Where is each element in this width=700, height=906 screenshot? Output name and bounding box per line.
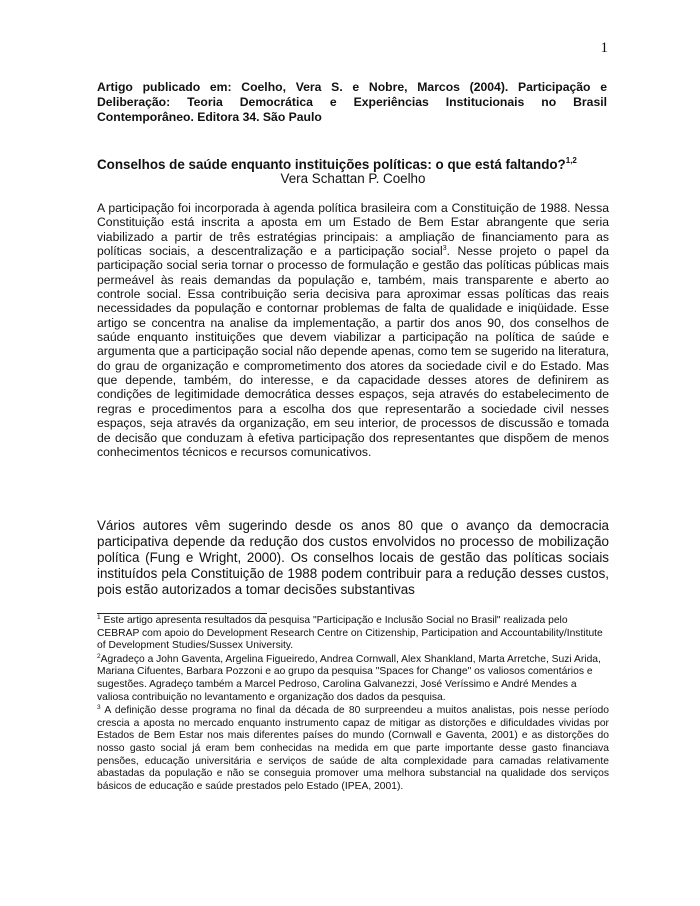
footnote-3: [97, 705, 609, 793]
abstract-text-part2: . Nesse projeto o papel da participação social seria tornar o processo de formulação e gestão das políticas públicas mais permeável às reais demandas da população e, também, mais transparente e aberto ao controle social. Essa contribuição seria decisiva para aproximar essas políticas das reais necessidades da população e contornar problemas de falta de qualidade e iniqüidade. Esse artigo se concentra na analise da implementação, a partir dos anos 90, dos conselhos de saúde enquanto instituições que devem viabilizar a participação na política de saúde e argumenta que a participação social não depende apenas, como tem se sugerido na literatura, do grau de organização e comprometimento dos atores da sociedade civil e do Estado. Mas que depende, também, do interesse, e da capacidade desses atores de definirem as condições de legitimidade democrática desses espaços, seja através do estabelecimento de regras e procedimentos para a escolha dos que representarão a sociedade civil nesses espaços, seja através da organização, em seu interior, de processos de discussão e tomada de decisão que conduzam à efetiva participação dos representantes que dispõem de menos conhecimentos técnicos e recursos comunicativos.: [97, 244, 609, 459]
title-footnote-marks: 1,2: [565, 156, 577, 165]
abstract-text-part1: A participação foi incorporada à agenda política brasileira com a Constituição de 1988. Nessa Constituição está inscrita a aposta em um Estado de Bem Estar abrangente que seria viabilizado a partir de três estratégias principais: a ampliação de financiamento para as políticas sociais, a descentralização e a participação social: [97, 201, 609, 259]
footnote-1: [97, 615, 609, 653]
publication-note: Artigo publicado em: Coelho, Vera S. e Nobre, Marcos (2004). Participação e Deliberação: Teoria Democrática e Experiências Institucionais no Brasil Contemporâneo. Editora 34. São Paulo: [97, 80, 607, 124]
abstract: [97, 201, 609, 459]
footnotes: [97, 615, 609, 794]
footnote-mark: 3: [97, 704, 101, 712]
footnote-mark: 2: [97, 652, 101, 660]
page-number: 1: [600, 40, 608, 56]
footnote-text: A definição desse programa no final da década de 80 surpreendeu a muitos analistas, pois nesse período crescia a aposta no mercado enquanto instrumento capaz de mitigar as distorções e dificuldades vividas por Estados de Bem Estar nos mais diferentes países do mundo (Cornwall e Gaventa, 2001) e as distorções do nosso gasto social já eram bem conhecidas na medida em que parte importante desse gasto financiava pensões, educação universitária e serviços de saúde de alta complexidade para camadas relativamente abastadas da população e não se conseguia promover uma melhora substancial na qualidade dos serviços básicos de educação e saúde prestados pelo Estado (IPEA, 2001).: [97, 705, 609, 792]
footnote-ref-3: 3: [442, 245, 447, 253]
footnote-text: Este artigo apresenta resultados da pesquisa "Participação e Inclusão Social no Brasil" realizada pelo CEBRAP com apoio do Development Research Centre on Citizenship, Participation and Accountability/Institute of Development Studies/Sussex University.: [97, 615, 603, 652]
author-name: Vera Schattan P. Coelho: [280, 171, 426, 186]
footnote-separator: [97, 613, 267, 614]
footnote-mark: 1: [97, 614, 101, 621]
footnote-2: [97, 654, 609, 704]
footnote-text: Agradeço a John Gaventa, Argelina Figueiredo, Andrea Cornwall, Alex Shankland, Marta Arretche, Suzi Arida, Mariana Cifuentes, Barbara Pozzoni e ao grupo da pesquisa "Spaces for Change" os valiosos comentários e sugestões. Agradeço também a Marcel Pedroso, Carolina Galvanezzi, José Veríssimo e André Mendes a valiosa contribuição no levantamento e organização dos dados da pesquisa.: [97, 653, 601, 703]
body-paragraph: Vários autores vêm sugerindo desde os anos 80 que o avanço da democracia participativa depende da redução dos custos envolvidos no processo de mobilização política (Fung e Wright, 2000). Os conselhos locais de gestão das políticas sociais instituídos pela Constituição de 1988 podem contribuir para a redução desses custos, pois estão autorizados a tomar decisões substantivas: [97, 518, 609, 598]
article-title-text: Conselhos de saúde enquanto instituições políticas: o que está faltando?: [97, 157, 566, 172]
